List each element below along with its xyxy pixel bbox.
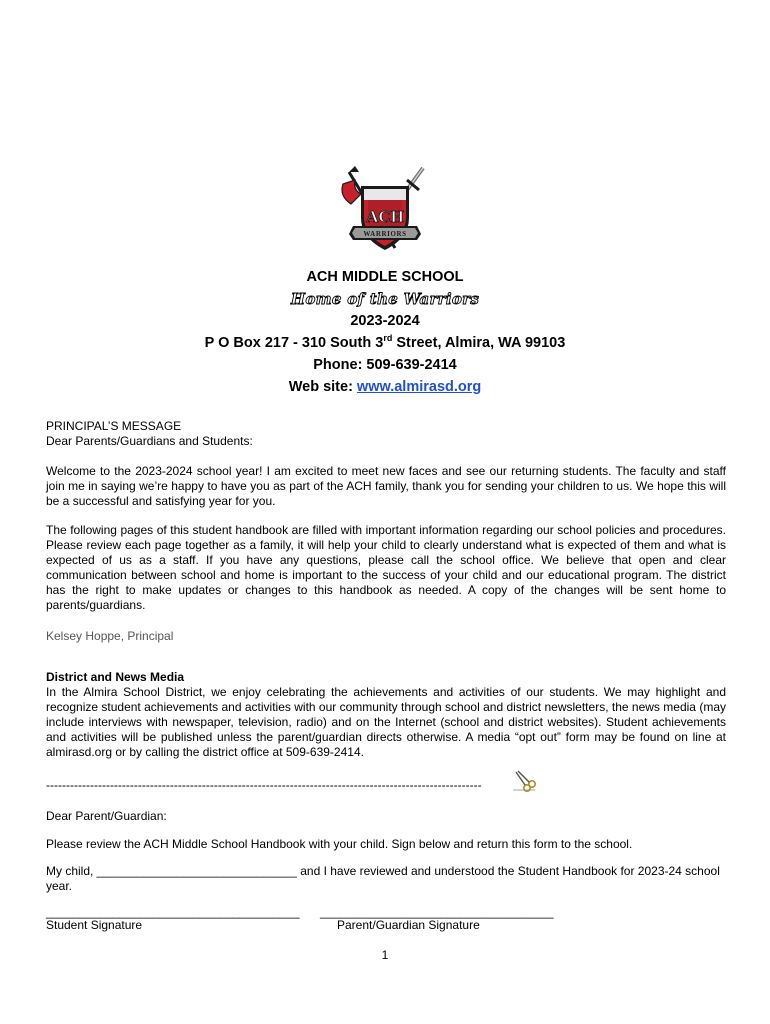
ach-warriors-logo: [335, 160, 435, 260]
principal-signature: Kelsey Hoppe, Principal: [46, 629, 174, 643]
address-suffix: Street, Almira, WA 99103: [392, 335, 566, 351]
district-media-paragraph: In the Almira School District, we enjoy celebrating the achievements and activities of our students. We may highlight and recognize student achievements and activities with our community through school and district newsletters, the news media (may include interviews with newspaper, television, radio) and on the Internet (school and district websites). Student achievements and activities will be published unless the parent/guardian directs otherwise. A media “opt out” form may be found on line at almirasd.org or by calling the district office at 509-639-2414.: [46, 685, 726, 759]
form-greeting: Dear Parent/Guardian:: [46, 809, 167, 823]
principal-message-paragraph-1: Welcome to the 2023-2024 school year! I am excited to meet new faces and see our returning students. The faculty and staff join me in saying we’re happy to have you as part of the ACH family, thank you for sending your children to us. We hope this will be a successful and satisfying year for you.: [46, 464, 726, 508]
form-instruction: Please review the ACH Middle School Handbook with your child. Sign below and return this form to the school.: [46, 837, 633, 851]
school-address: [0, 332, 770, 354]
website-link[interactable]: www.almirasd.org: [356, 379, 482, 395]
parent-signature-label: Parent/Guardian Signature: [337, 918, 480, 932]
cut-line: -------------------------------------------------------------------------------------------------------------: [46, 778, 482, 792]
school-phone: Phone: 509-639-2414: [313, 357, 457, 373]
principal-message-paragraph-2: The following pages of this student handbook are filled with important information regarding our school policies and procedures. Please review each page together as a family, it will help your child to clearly understand what is expected of them and what is expected of us as a staff. If you have any questions, please call the school office. We believe that open and clear communication between school and home is important to the success of your child and our educational program. The district has the right to make updates or changes to this handbook as needed. A copy of the changes will be sent home to parents/guardians.: [46, 523, 726, 612]
page-number: 1: [381, 948, 389, 962]
school-year: 2023-2024: [350, 313, 420, 329]
principal-message-greeting: Dear Parents/Guardians and Students:: [46, 434, 253, 448]
website-label: Web site:: [288, 379, 357, 395]
student-signature-label: Student Signature: [46, 918, 143, 932]
school-website: [0, 376, 770, 398]
school-motto: Home of the Warriors: [290, 290, 480, 308]
student-signature-line[interactable]: ______________________________________: [46, 905, 300, 919]
principal-message-heading: PRINCIPAL’S MESSAGE: [46, 419, 182, 433]
school-header: [0, 266, 770, 398]
logo-text: ACH: [366, 207, 404, 226]
school-name: ACH MIDDLE SCHOOL: [306, 269, 464, 285]
logo-banner-text: WARRIORS: [363, 230, 407, 238]
district-media-heading: District and News Media: [46, 670, 185, 684]
parent-signature-line[interactable]: ___________________________________: [320, 905, 554, 919]
address-superscript: rd: [383, 333, 393, 343]
form-statement: My child, ______________________________ and I have reviewed and understood the Student Handbook for 2023-24 school year.: [46, 864, 720, 893]
address-prefix: P O Box 217 - 310 South 3: [204, 335, 384, 351]
scissors-icon: [511, 768, 537, 794]
